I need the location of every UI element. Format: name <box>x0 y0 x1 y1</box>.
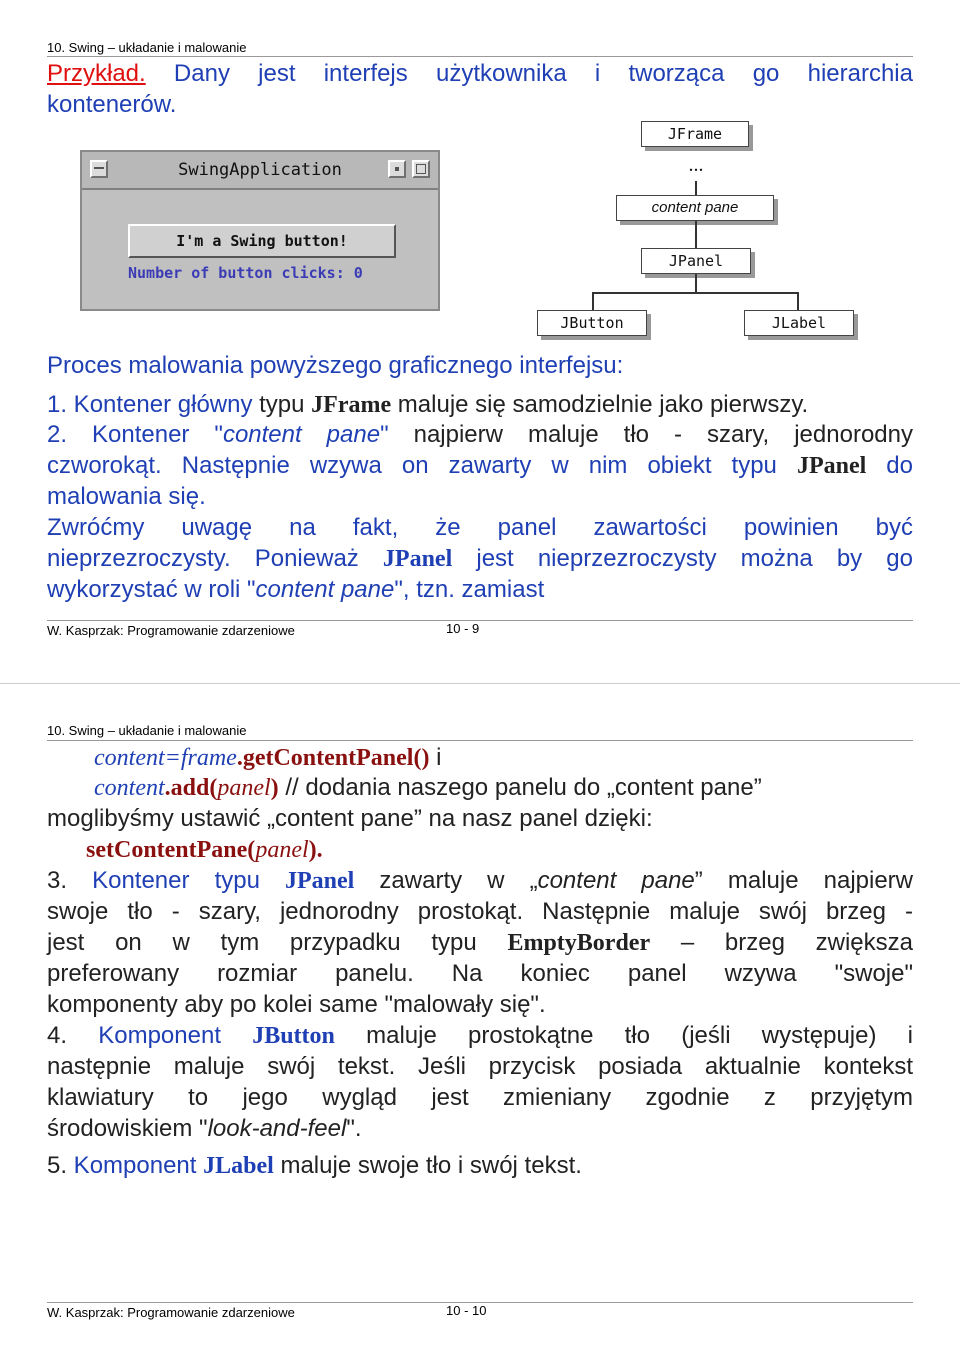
item-4-line-1 <box>47 1020 913 1052</box>
edge-branch <box>592 292 799 294</box>
edge-to-jlabel <box>797 292 799 310</box>
item-2-italic: content pane <box>222 421 381 448</box>
item-3-text-a: zawarty w „ <box>354 867 538 894</box>
item-4-subject: Komponent <box>67 1022 253 1049</box>
code-2-d: ) <box>270 775 279 801</box>
item-3-subject: Kontener typu <box>67 867 286 894</box>
item-5-num: 5. <box>47 1152 68 1179</box>
item-3-line-4: preferowany rozmiar panelu. Na koniec panel wzywa "swoje" <box>47 960 913 987</box>
item-1-subject: Kontener główny <box>67 391 253 418</box>
item-4-line-4b: ". <box>346 1115 362 1142</box>
intro-line-1 <box>47 58 913 89</box>
item-1-text-b: maluje się samodzielnie jako pierwszy. <box>391 391 809 418</box>
item-1-code: JFrame <box>311 392 392 418</box>
click-count-label: Number of button clicks: 0 <box>128 264 363 282</box>
code-2-comment: // dodania naszego panelu do „content pane” <box>278 774 762 801</box>
item-4-italic: look-and-feel <box>207 1115 347 1142</box>
item-2-line-6a: wykorzystać w roli " <box>47 576 256 603</box>
node-jframe: JFrame <box>641 121 749 147</box>
page-header-2: 10. Swing – układanie i malowanie <box>47 723 247 738</box>
item-2-line-6b: ", tzn. zamiast <box>394 576 545 603</box>
item-4-num: 4. <box>47 1022 68 1049</box>
footer-page-1: 10 - 9 <box>446 621 480 636</box>
maximize-icon <box>412 160 430 178</box>
edge-ellipsis-content <box>695 181 697 195</box>
item-2-text: najpierw maluje tło - szary, jednorodny <box>388 421 913 448</box>
item-2-line-5c: jest nieprzezroczysty można by go <box>452 545 913 572</box>
item-5-code: JLabel <box>203 1153 274 1179</box>
item-3-line-5: komponenty aby po kolei same "malowały się". <box>47 991 546 1018</box>
text-line-3: moglibyśmy ustawić „content pane” na nasz panel dzięki: <box>47 805 653 832</box>
code-1-c: i <box>429 744 442 771</box>
item-2-line-5b: Ponieważ <box>230 545 383 572</box>
item-2-line-2c: do <box>866 452 913 479</box>
node-jbutton: JButton <box>537 310 647 336</box>
item-2-line-2b: Następnie wzywa on zawarty w nim obiekt typu <box>161 452 797 479</box>
item-3-line-2: swoje tło - szary, jednorodny prostokąt. Następnie maluje swój brzeg - <box>47 898 913 925</box>
window-titlebar <box>82 152 438 190</box>
code-2-a: content <box>94 775 165 801</box>
item-3-code-2: EmptyBorder <box>507 930 651 956</box>
item-2-line-2a: czworokąt. <box>47 452 162 479</box>
intro-line-2: kontenerów. <box>47 91 177 118</box>
item-5-text: maluje swoje tło i swój tekst. <box>273 1152 582 1179</box>
item-2-line-1 <box>47 419 913 450</box>
item-3-italic: content pane <box>537 867 695 894</box>
edge-content-jpanel <box>695 221 697 248</box>
item-2-line-3: malowania się. <box>47 483 206 510</box>
swing-button: I'm a Swing button! <box>128 224 396 258</box>
item-2-line-6 <box>47 574 544 605</box>
node-content-pane: content pane <box>616 195 774 221</box>
item-2-code: JPanel <box>796 453 867 479</box>
item-1-text-a: typu <box>252 391 312 418</box>
code-1-b: .getContentPanel() <box>236 745 430 771</box>
code-3-b: panel <box>255 837 309 863</box>
item-3-num: 3. <box>47 867 68 894</box>
item-2-line-4: Zwróćmy uwagę na fakt, że panel zawartości powinien być <box>47 514 913 541</box>
footer-author-2: W. Kasprzak: Programowanie zdarzeniowe <box>47 1305 295 1320</box>
item-3-line-1 <box>47 865 913 897</box>
code-line-2 <box>94 772 762 804</box>
item-3-line-3a: jest on w tym przypadku typu <box>47 929 508 956</box>
item-4-line-2: następnie maluje swój tekst. Jeśli przycisk posiada aktualnie kontekst <box>47 1053 913 1080</box>
code-3-c: ). <box>308 837 323 863</box>
code-line-1 <box>94 742 441 774</box>
minimize-icon <box>388 160 406 178</box>
item-1-num: 1. <box>47 391 68 418</box>
item-2-line-2 <box>47 450 913 482</box>
item-4-code: JButton <box>252 1023 335 1049</box>
code-2-b: .add( <box>164 775 218 801</box>
window-title: SwingApplication <box>178 160 342 180</box>
item-3-line-3b: – brzeg zwiększa <box>650 929 914 956</box>
item-5 <box>47 1150 582 1182</box>
example-label: Przykład. <box>47 60 146 87</box>
process-title: Proces malowania powyższego graficznego interfejsu: <box>47 352 624 379</box>
item-2-line-5a: nieprzezroczysty. <box>47 545 231 572</box>
item-3-line-3 <box>47 927 913 959</box>
item-2-quote: " <box>380 421 389 448</box>
code-2-c: panel <box>217 775 271 801</box>
footer-author-1: W. Kasprzak: Programowanie zdarzeniowe <box>47 623 295 638</box>
item-4-line-4 <box>47 1113 362 1144</box>
item-4-line-3: klawiatury to jego wygląd jest zmieniany zgodnie z przyjętym <box>47 1084 913 1111</box>
page-separator <box>0 683 960 684</box>
swing-window-screenshot <box>80 150 440 311</box>
header-rule-2 <box>47 740 913 741</box>
footer-rule-1 <box>47 620 913 621</box>
item-4-line-4a: środowiskiem " <box>47 1115 208 1142</box>
edge-jpanel-down <box>695 274 697 292</box>
node-jlabel: JLabel <box>744 310 854 336</box>
window-menu-icon <box>90 160 108 178</box>
item-2-line-5 <box>47 543 913 575</box>
item-4-text: maluje prostokątne tło (jeśli występuje) i <box>334 1022 913 1049</box>
code-line-3 <box>86 834 323 866</box>
item-3-text-b: ” maluje najpierw <box>694 867 913 894</box>
intro-text: Dany jest interfejs użytkownika i tworząca go hierarchia <box>145 60 913 87</box>
item-2-subject: Kontener " <box>67 421 223 448</box>
item-2-num: 2. <box>47 421 68 448</box>
node-jpanel: JPanel <box>641 248 751 274</box>
item-2-code-2: JPanel <box>382 546 453 572</box>
item-1 <box>47 389 808 421</box>
footer-page-2: 10 - 10 <box>446 1303 487 1318</box>
code-1-a: content=frame <box>94 745 237 771</box>
header-rule <box>47 56 913 57</box>
page-header: 10. Swing – układanie i malowanie <box>47 40 247 55</box>
item-3-code: JPanel <box>285 868 355 894</box>
item-5-subject: Komponent <box>67 1152 204 1179</box>
edge-to-jbutton <box>592 292 594 310</box>
hierarchy-ellipsis: ... <box>688 154 704 176</box>
code-3-a: setContentPane( <box>86 837 256 863</box>
item-2-line-6-italic: content pane <box>255 576 395 603</box>
